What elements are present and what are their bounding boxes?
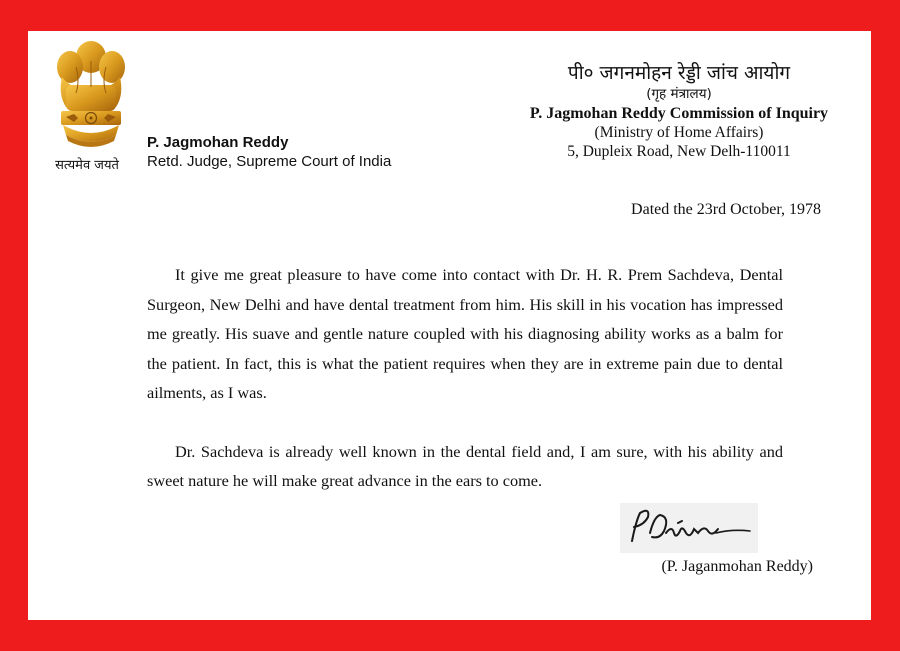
- national-motto: सत्यमेव जयते: [55, 158, 119, 173]
- handwritten-signature: [620, 503, 758, 553]
- letter-paragraph: Dr. Sachdeva is already well known in the dental field and, I am sure, with his ability and sweet nature he will make great advance in the ears to come.: [147, 441, 783, 490]
- letter-date: Dated the 23rd October, 1978: [631, 201, 821, 218]
- office-subtitle-hindi: (गृह मंत्रालय): [646, 86, 712, 102]
- office-letterhead: [499, 61, 859, 161]
- letter-page: [28, 31, 871, 620]
- letter-body: [147, 260, 783, 496]
- office-title-english: P. Jagmohan Reddy Commission of Inquiry: [529, 105, 829, 122]
- office-title-hindi: पी० जगनमोहन रेड्डी जांच आयोग: [567, 62, 791, 84]
- signatory-name: (P. Jaganmohan Reddy): [661, 558, 813, 575]
- judge-title: Retd. Judge, Supreme Court of India: [147, 153, 392, 170]
- letter-paragraph: It give me great pleasure to have come into contact with Dr. H. R. Prem Sachdeva, Dental Surgeon, New Delhi and have dental treatment from him. His skill in his vocation has impressed me greatly. His suave and gentle nature coupled with his diagnosing ability works as a balm for the patient. In fact, this is what the patient requires when they are in extreme pain due to dental ailments, as I was.: [147, 265, 783, 402]
- judge-name: P. Jagmohan Reddy: [147, 134, 289, 151]
- office-address: 5, Dupleix Road, New Delh-110011: [567, 143, 791, 160]
- national-emblem-icon: [52, 37, 130, 153]
- office-ministry: (Ministry of Home Affairs): [594, 124, 764, 141]
